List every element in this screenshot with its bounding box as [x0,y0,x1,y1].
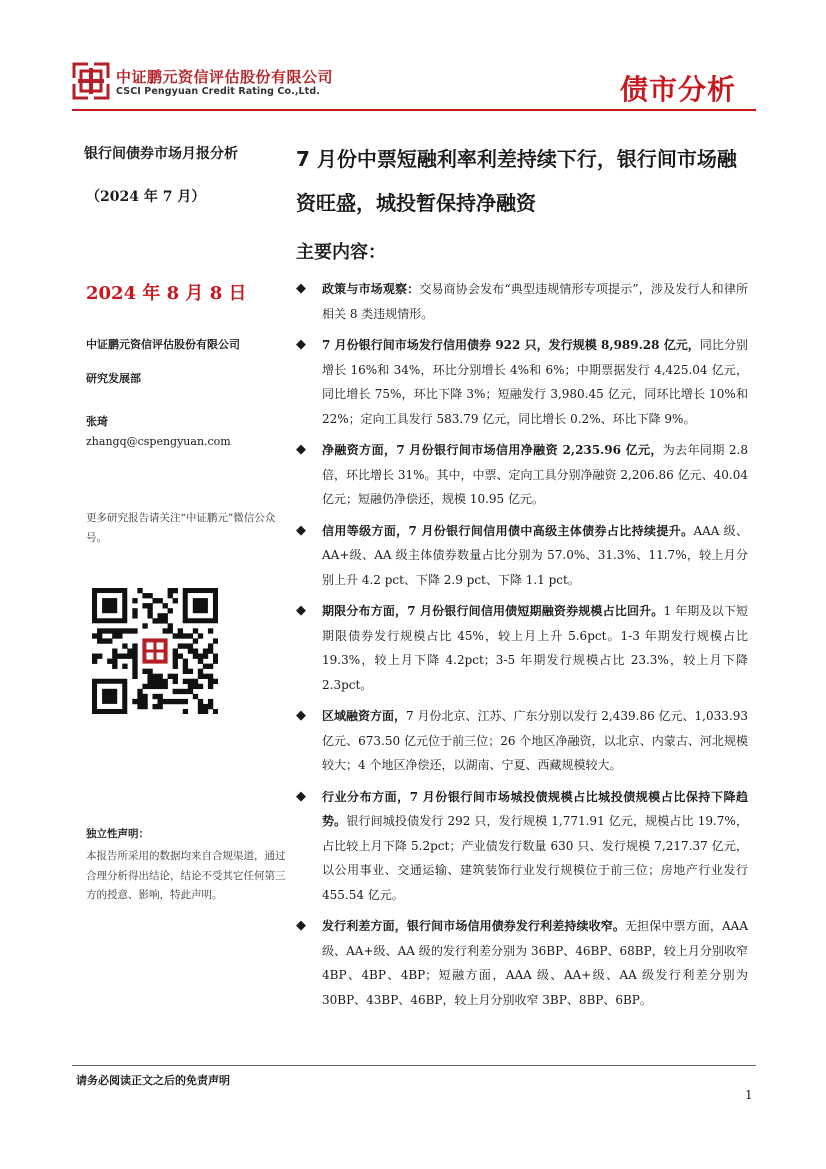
list-item: ◆ 行业分布方面，7 月份银行间市场城投债规模占比城投债规模占比保持下降趋势。银行间城投债发行 292 只，发行规模 1,771.91 亿元，规模占比 19.7%，占比较上月下降 5.2pct；产业债发行数量 630 只、发行规模 7,217.37 亿元，以公用事业、交通运输、建筑装饰行业发行规模位于前三位；房地产行业发行 455.54 亿元。 [296,785,748,908]
diamond-bullet-icon: ◆ [296,281,306,296]
csci-logo-icon [72,62,110,100]
author-dept: 研究发展部 [86,372,141,385]
page-number: 1 [745,1088,753,1102]
wechat-note: 更多研究报告请关注“中证鹏元”微信公众号。 [86,512,276,544]
list-item: ◆ 净融资方面，7 月份银行间市场信用净融资 2,235.96 亿元，为去年同期 2.8 倍，环比增长 31%。其中，中票、定向工具分别净融资 2,206.86 亿元、40.04 亿元；短融仍净偿还，规模 10.95 亿元。 [296,438,748,512]
list-item: ◆ 政策与市场观察：交易商协会发布“典型违规情形专项提示”，涉及发行人和律所相关 8 类违规情形。 [296,277,748,326]
author-email[interactable]: zhangq@cspengyuan.com [86,435,231,448]
diamond-bullet-icon: ◆ [296,337,306,352]
qr-code-icon [92,588,218,714]
disclaimer-notice: 请务必阅读正文之后的免责声明 [76,1074,230,1087]
diamond-bullet-icon: ◆ [296,788,306,804]
author-org: 中证鹏元资信评估股份有限公司 [86,338,240,351]
list-item: ◆ 期限分布方面，7 月份银行间信用债短期融资券规模占比回升。1 年期及以下短期限债券发行规模占比 45%，较上月上升 5.6pct。1-3 年期发行规模占比 19.3%，较上月下降 4.2pct；3-5 年期发行规模占比 23.3%，较上月下降 2.3pct。 [296,599,748,697]
diamond-bullet-icon: ◆ [296,522,306,538]
section-heading: 主要内容： [296,242,386,263]
diamond-bullet-icon: ◆ [296,442,306,457]
diamond-bullet-icon: ◆ [296,708,306,723]
key-points-list [296,277,748,1019]
disclaimer-text: 本报告所采用的数据均来自合规渠道，通过合理分析得出结论，结论不受其它任何第三方的授意、影响，特此声明。 [86,850,286,901]
report-type-title: 债市分析 [620,73,737,106]
list-item: ◆ 发行利差方面，银行间市场信用债券发行利差持续收窄。无担保中票方面，AAA 级、AA+级、AA 级的发行利差分别为 36BP、46BP、68BP，较上月分别收窄 4BP、4BP、4BP；短融方面，AAA 级、AA+级、AA 级发行利差分别为 30BP、43BP、46BP，较上月分别收窄 3BP、8BP、6BP。 [296,914,748,1012]
author-name: 张琦 [86,415,108,428]
company-name-en: CSCI Pengyuan Credit Rating Co.,Ltd. [116,86,320,97]
company-name-cn: 中证鹏元资信评估股份有限公司 [116,68,334,86]
report-period: （2024 年 7 月） [86,189,206,205]
diamond-bullet-icon: ◆ [296,603,306,618]
disclaimer-title: 独立性声明： [86,828,149,840]
list-item: ◆ 区域融资方面，7 月份北京、江苏、广东分别以发行 2,439.86 亿元、1,033.93 亿元、673.50 亿元位于前三位；26 个地区净融资，以北京、内蒙古、河北规模较大；4 个地区净偿还，以湖南、宁夏、西藏规模较大。 [296,704,748,778]
list-item: ◆ 7 月份银行间市场发行信用债券 922 只，发行规模 8,989.28 亿元，同比分别增长 16%和 34%，环比分别增长 4%和 6%；中期票据发行 4,425.04 亿元，同比增长 75%，环比下降 3%；短融发行 3,980.45 亿元，同环比增长 10%和 22%；定向工具发行 583.79 亿元，同比增长 0.2%、环比下降 9%。 [296,333,748,431]
diamond-bullet-icon: ◆ [296,918,306,933]
list-item: ◆ 信用等级方面，7 月份银行间信用债中高级主体债券占比持续提升。AAA 级、AA+级、AA 级主体债券数量占比分别为 57.0%、31.3%、11.7%，较上月分别上升 4.2 pct、下降 2.9 pct、下降 1.1 pct。 [296,519,748,593]
footer-divider [72,1065,756,1066]
header-divider [72,109,756,111]
report-date: 2024 年 8 月 8 日 [86,283,247,304]
report-series: 银行间债券市场月报分析 [84,146,238,162]
main-title: 7 月份中票短融利率利差持续下行，银行间市场融资旺盛，城投暂保持净融资 [296,147,737,215]
